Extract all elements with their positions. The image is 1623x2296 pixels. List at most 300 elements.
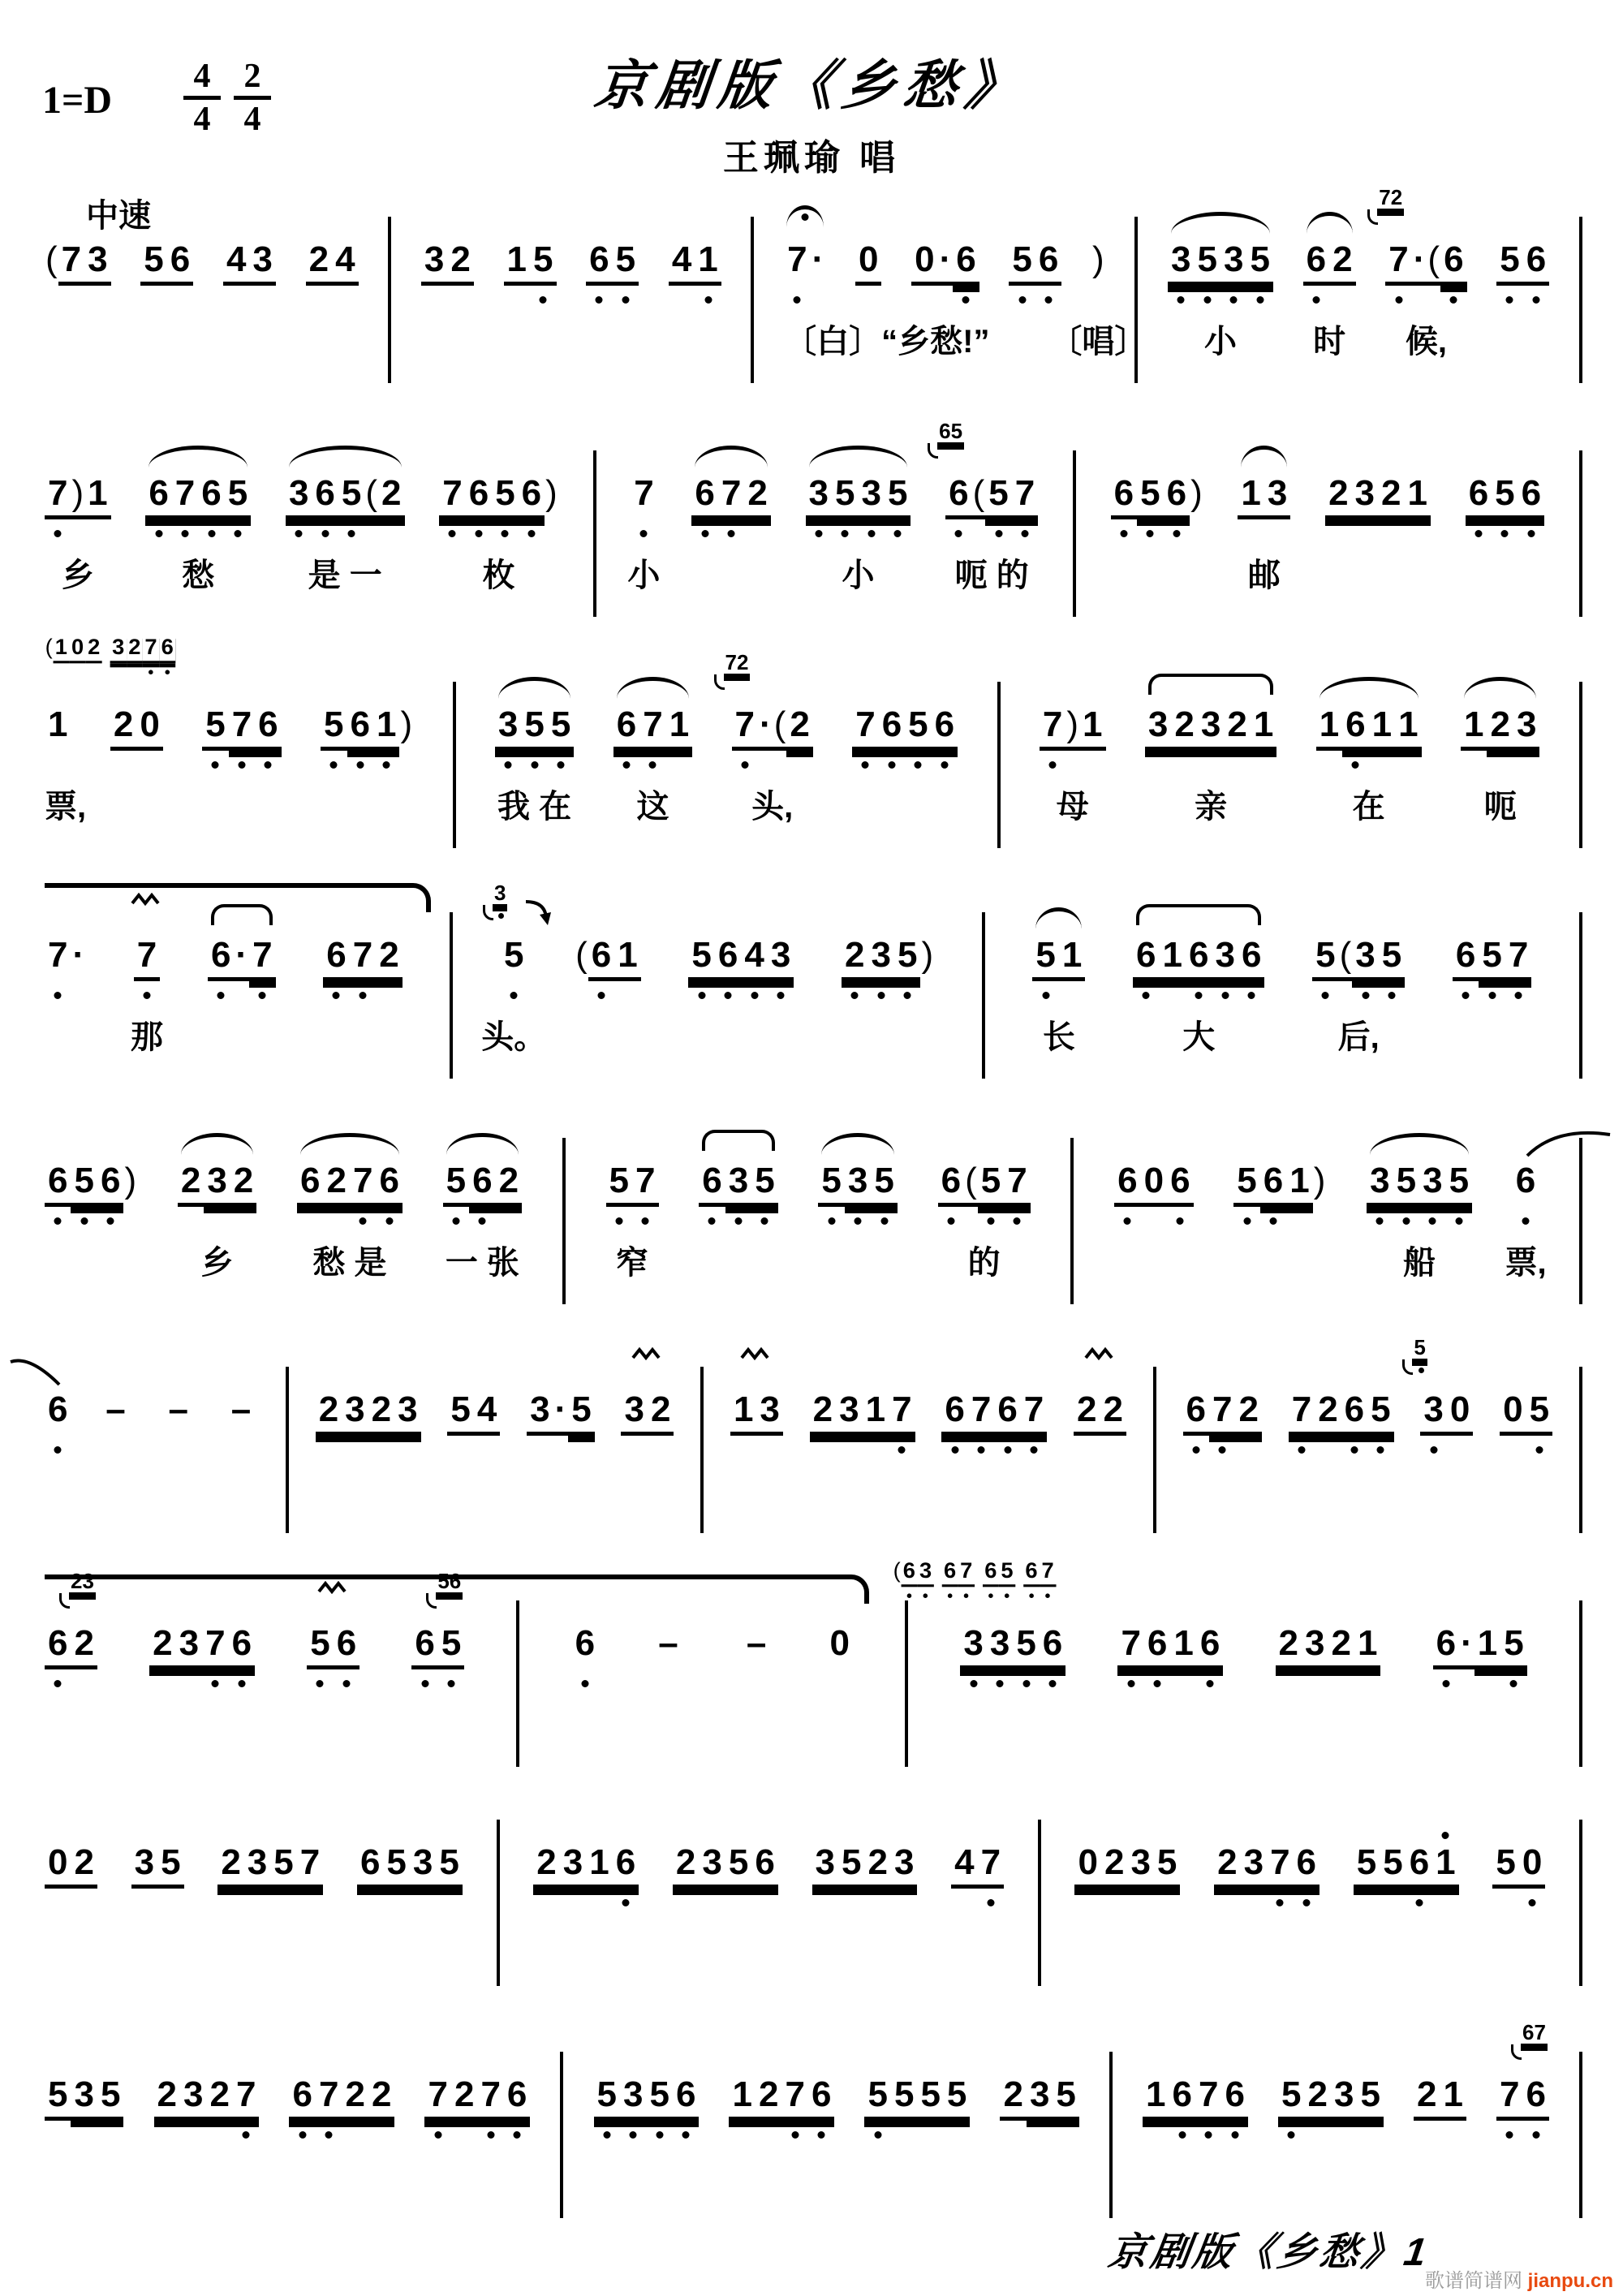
lyric: 〔唱〕 xyxy=(1049,324,1147,360)
note: 5 xyxy=(613,239,639,286)
note: 5 xyxy=(202,704,228,751)
note: 3 xyxy=(286,473,312,519)
note-group xyxy=(650,1623,686,1665)
grace-octave-dot xyxy=(498,913,504,919)
note: 1 xyxy=(504,239,530,286)
watermark xyxy=(1425,2264,1613,2293)
note: 5 xyxy=(1195,239,1220,286)
note: · xyxy=(812,239,824,279)
note: 3 xyxy=(176,1623,202,1669)
note: 5 xyxy=(725,1842,751,1889)
slur-arc xyxy=(821,1133,893,1155)
note-group xyxy=(140,239,193,286)
note-group xyxy=(45,1389,71,1432)
note: 1 xyxy=(614,935,640,981)
note: 1 xyxy=(1461,704,1487,751)
note: 3 xyxy=(1145,704,1171,751)
note-group xyxy=(110,704,163,751)
note: 7 xyxy=(143,635,159,663)
note: 6 xyxy=(519,473,545,519)
grace-notes: 23 xyxy=(71,1569,94,1593)
note: 5 xyxy=(864,2074,890,2121)
note: 5 xyxy=(1233,1161,1259,1207)
note: 2 xyxy=(744,473,770,519)
slur-arc xyxy=(289,446,402,467)
note-group xyxy=(691,473,770,519)
note-group xyxy=(411,1569,464,1669)
note: 1 xyxy=(48,704,68,744)
note: 3 xyxy=(421,239,447,286)
note: 5 xyxy=(1479,935,1505,981)
note: 6 xyxy=(289,2074,315,2121)
note: 0 xyxy=(911,239,937,286)
note: 6 xyxy=(1023,1558,1040,1587)
barline xyxy=(982,912,985,1079)
grace-notes: 56 xyxy=(437,1569,462,1593)
note: 5 xyxy=(307,1623,333,1669)
note: 7 xyxy=(45,473,71,519)
note: 6 xyxy=(1260,1161,1286,1207)
note-group xyxy=(1433,1623,1527,1669)
note: 7 xyxy=(852,704,878,751)
note: 5 xyxy=(891,2074,917,2121)
note: 6 xyxy=(1040,1623,1065,1669)
note: 5 xyxy=(1053,2074,1078,2121)
note: 3 xyxy=(1352,935,1378,981)
note: 6 xyxy=(1169,2074,1195,2121)
note: 3 xyxy=(1264,473,1290,519)
note: 6 xyxy=(208,935,234,981)
note: 7 xyxy=(1209,1389,1235,1436)
barline xyxy=(1579,682,1582,848)
music-system-5 xyxy=(45,1161,1582,1281)
note-group xyxy=(316,1389,421,1436)
note: 5 xyxy=(1278,2074,1304,2121)
note: 5 xyxy=(45,2074,71,2121)
note-group xyxy=(149,1623,255,1669)
note: 6 xyxy=(504,2074,530,2121)
note: 2 xyxy=(810,1389,836,1436)
note: 6 xyxy=(1144,1623,1170,1669)
note: 2 xyxy=(1000,2074,1026,2121)
note: 6 xyxy=(145,473,171,519)
note: 2 xyxy=(342,2074,368,2121)
note: 1 xyxy=(1354,1623,1380,1669)
note: 3 xyxy=(858,473,884,519)
song-title: 京剧版《乡愁》 xyxy=(592,55,1031,115)
grace-figure-line xyxy=(45,635,175,663)
note: 2 xyxy=(447,239,473,286)
note: 5 xyxy=(438,1623,464,1669)
note: 1 xyxy=(84,473,110,519)
note: 6 xyxy=(1183,1389,1209,1436)
note-group xyxy=(45,1569,97,1669)
slur-arc xyxy=(181,1133,253,1155)
note-group xyxy=(1009,239,1061,286)
watermark-site: 歌谱简谱网 xyxy=(1424,2270,1528,2292)
note: 5 xyxy=(1312,935,1338,981)
note: 5 xyxy=(321,704,347,751)
note: 5 xyxy=(832,473,858,519)
barline xyxy=(997,682,1001,848)
mordent-icon xyxy=(317,1581,350,1594)
note-group xyxy=(45,2074,123,2121)
note: 2 xyxy=(178,1161,204,1207)
note-group xyxy=(725,650,813,825)
note: 2 xyxy=(756,2074,781,2121)
note: 6 xyxy=(347,704,373,751)
note: 3 xyxy=(768,935,794,981)
note: 3 xyxy=(342,1389,368,1436)
key-signature: 1=D xyxy=(42,79,113,122)
slur-bracket xyxy=(1136,904,1261,925)
note-group xyxy=(938,1161,1031,1281)
barline xyxy=(700,1367,704,1533)
note: 3 xyxy=(1168,239,1194,286)
mordent-icon xyxy=(740,1347,773,1360)
note: 6 xyxy=(588,935,614,981)
note: 3 xyxy=(1331,2074,1357,2121)
note: 2 xyxy=(648,1389,674,1436)
note: 1 xyxy=(1405,473,1431,519)
note-group xyxy=(1117,1623,1223,1669)
note: 3 xyxy=(495,704,521,751)
note: 5 xyxy=(97,2074,123,2121)
note-group xyxy=(223,1389,259,1432)
note-group xyxy=(1133,935,1264,1055)
note: 6 xyxy=(613,1842,639,1889)
note: 3 xyxy=(244,1842,270,1889)
note: 1 xyxy=(729,2074,755,2121)
barline xyxy=(388,217,391,383)
lyric: 时 xyxy=(1313,324,1346,360)
lyric: 后, xyxy=(1337,1019,1380,1055)
note: 5 xyxy=(447,1389,473,1436)
note: 3 xyxy=(71,2074,97,2121)
note: 5 xyxy=(1137,473,1163,519)
note: 7 xyxy=(249,935,275,981)
note: 5 xyxy=(1009,239,1035,286)
slur-arc xyxy=(149,446,248,467)
note: 6 xyxy=(323,935,349,981)
lyric: 票, xyxy=(45,789,87,825)
grace-notes: 72 xyxy=(1379,185,1403,209)
note-group xyxy=(1414,1335,1473,1436)
note-group xyxy=(45,239,111,286)
note: 3 xyxy=(204,1161,230,1207)
note: · xyxy=(758,704,773,751)
note: 1 xyxy=(1369,704,1395,751)
note-group xyxy=(533,1842,639,1889)
note: 0 xyxy=(1074,1842,1100,1889)
note: 6 xyxy=(1303,239,1329,286)
note: 2 xyxy=(1315,1389,1341,1436)
barline xyxy=(1579,1820,1582,1986)
barline xyxy=(1038,1820,1041,1986)
note-group xyxy=(443,1161,522,1281)
note-group xyxy=(1303,239,1356,360)
note-group xyxy=(673,1842,778,1889)
note: 6 xyxy=(901,1558,917,1587)
note: 7 xyxy=(477,2074,503,2121)
note: – xyxy=(746,1623,767,1663)
note: 7 xyxy=(1505,935,1531,981)
note: ) xyxy=(1190,473,1203,513)
note: 0 xyxy=(1519,1842,1545,1889)
note: 6 xyxy=(1433,1623,1459,1669)
note-group xyxy=(1492,1842,1545,1889)
barline xyxy=(751,217,754,383)
barline xyxy=(516,1600,519,1767)
note: 7 xyxy=(233,2074,259,2121)
note: 7 xyxy=(1021,1389,1047,1436)
note: 1 xyxy=(1474,1623,1500,1669)
note: ( xyxy=(1339,935,1353,981)
barline xyxy=(286,1367,289,1533)
note: 2 xyxy=(154,2074,180,2121)
slur-arc xyxy=(617,677,689,699)
barline xyxy=(1579,1138,1582,1304)
note: 5 xyxy=(1013,1623,1039,1669)
note-group xyxy=(627,473,661,593)
slur-arc xyxy=(1035,907,1082,929)
note-group xyxy=(306,239,359,286)
note: 6 xyxy=(673,2074,699,2121)
note-group xyxy=(939,419,1038,593)
note: 6 xyxy=(751,1842,777,1889)
note-group xyxy=(1074,1842,1180,1889)
lyric: 长 xyxy=(1042,1019,1075,1055)
note: 3 xyxy=(84,239,110,286)
note: 3 xyxy=(1302,1623,1328,1669)
note: 3 xyxy=(1352,473,1378,519)
grace-notes: 67 xyxy=(1522,2020,1546,2044)
note: 3 xyxy=(131,1842,157,1889)
fermata-icon xyxy=(786,205,824,227)
note: 0 xyxy=(829,1623,850,1663)
note-group xyxy=(154,2074,260,2121)
note-group xyxy=(160,1389,196,1432)
note: ) xyxy=(124,1161,137,1200)
note: 5 xyxy=(978,1161,1004,1207)
slur-arc xyxy=(1370,1133,1469,1155)
slur-arc xyxy=(1307,212,1353,234)
note: 0 xyxy=(136,704,162,751)
note: 5 xyxy=(1367,1389,1393,1436)
note: 2 xyxy=(316,1389,342,1436)
note-group xyxy=(202,704,281,751)
note: 6 xyxy=(1513,1161,1539,1203)
slur-arc xyxy=(695,446,767,467)
note-group xyxy=(421,239,474,286)
note: – xyxy=(168,1389,188,1429)
note: 2 xyxy=(1235,1389,1261,1436)
note: 5 xyxy=(885,473,911,519)
note: 5 xyxy=(1379,935,1405,981)
note: ) xyxy=(71,473,84,519)
barline xyxy=(1579,217,1582,383)
note: 2 xyxy=(217,1842,243,1889)
note-group xyxy=(1143,2074,1248,2121)
note-group xyxy=(307,1623,359,1669)
note: 5 xyxy=(270,1842,296,1889)
note: 6 xyxy=(167,239,193,286)
note: 2 xyxy=(368,1389,394,1436)
note: 2 xyxy=(1224,704,1250,751)
barline xyxy=(1579,1600,1582,1767)
note: 7 xyxy=(134,935,160,981)
note: 7 xyxy=(316,2074,342,2121)
note-group xyxy=(1289,1389,1394,1436)
note: 7 xyxy=(1040,1558,1056,1587)
tempo-marking: 中速 xyxy=(86,198,151,234)
note-group xyxy=(131,1842,184,1889)
slur-arc xyxy=(809,446,908,467)
note: 1 xyxy=(1170,1623,1196,1669)
note: 1 xyxy=(695,239,721,286)
note: 1 xyxy=(1160,935,1186,981)
note: 3 xyxy=(527,1389,553,1436)
note: – xyxy=(658,1623,678,1663)
note-group xyxy=(289,2074,394,2121)
note: 3 xyxy=(1212,935,1238,981)
note-group xyxy=(208,935,276,981)
note-group xyxy=(1496,2020,1549,2121)
downslide-arrow-icon xyxy=(523,899,553,927)
note-group xyxy=(1111,473,1203,519)
slur-arc xyxy=(1171,212,1270,234)
note: 1 xyxy=(1316,704,1342,751)
note: 6 xyxy=(994,1389,1020,1436)
note: 6 xyxy=(198,473,224,519)
note-group xyxy=(827,1623,853,1665)
note: 2 xyxy=(673,1842,699,1889)
note: 4 xyxy=(669,239,695,286)
note: 6 xyxy=(808,2074,834,2121)
note: 2 xyxy=(127,635,143,663)
note: 5 xyxy=(1446,1161,1472,1207)
note: 3 xyxy=(1027,2074,1053,2121)
barline xyxy=(1579,912,1582,1079)
note-group xyxy=(481,881,547,1055)
music-system-3 xyxy=(45,635,1582,825)
slur-arc xyxy=(498,677,570,699)
grace-notes: 65 xyxy=(939,419,963,443)
note: – xyxy=(230,1389,252,1429)
note-group xyxy=(1379,185,1466,360)
note: 4 xyxy=(951,1842,977,1889)
note-group xyxy=(217,1842,323,1889)
note: 6 xyxy=(613,704,639,751)
note: 2 xyxy=(376,935,402,981)
note: 2 xyxy=(110,704,136,751)
note-group xyxy=(1354,1842,1459,1889)
lyric: 这 xyxy=(636,789,669,825)
note: 5 xyxy=(1380,1842,1406,1889)
note: 7 xyxy=(1040,704,1065,751)
note: 5 xyxy=(521,704,547,751)
note: · xyxy=(1459,1623,1474,1669)
note: 2 xyxy=(323,1161,349,1207)
note-group xyxy=(1414,2074,1466,2121)
note-group xyxy=(688,935,794,981)
slur-arc xyxy=(1319,677,1419,699)
note: 1 xyxy=(586,1842,612,1889)
note: 6 xyxy=(45,1161,71,1207)
note: 5 xyxy=(606,1161,632,1207)
note-group xyxy=(45,935,86,977)
note-group xyxy=(45,1161,137,1207)
note: 6 xyxy=(1164,473,1190,519)
note: 7 xyxy=(631,473,657,515)
note: ) xyxy=(1065,704,1079,751)
note: 3 xyxy=(394,1389,420,1436)
note-group xyxy=(572,1623,598,1665)
note-group xyxy=(586,239,639,286)
barline xyxy=(905,1600,908,1767)
music-system-9 xyxy=(45,2020,1582,2123)
note: 6 xyxy=(1111,473,1137,519)
note: 6 xyxy=(159,635,175,663)
note: 1 xyxy=(53,635,69,663)
note: 5 xyxy=(225,473,251,519)
note: 7 xyxy=(1496,2074,1522,2121)
note-group xyxy=(1023,1558,1056,1587)
note-group xyxy=(1049,239,1147,360)
note: · xyxy=(1412,239,1427,286)
note: 6 xyxy=(1035,239,1061,286)
note: 5 xyxy=(594,2074,620,2121)
note: 2 xyxy=(149,1623,175,1669)
watermark-domain: jianpu.cn xyxy=(1527,2270,1613,2292)
note: 5 xyxy=(838,1842,864,1889)
note: ) xyxy=(400,704,413,744)
note: 4 xyxy=(332,239,358,286)
note: 4 xyxy=(741,935,767,981)
barline xyxy=(1579,450,1582,617)
slur-bracket xyxy=(211,904,273,925)
note-group xyxy=(321,704,413,751)
lyric: 我 在 xyxy=(497,789,572,825)
note: ( xyxy=(45,239,58,279)
note-group xyxy=(1074,1389,1126,1436)
note: 7 xyxy=(297,1842,323,1889)
note: 3 xyxy=(110,635,127,663)
lyric: 小 xyxy=(842,558,875,593)
note: ) xyxy=(1313,1161,1326,1200)
note: 2 xyxy=(306,239,332,286)
note: ( xyxy=(575,935,588,975)
note-group xyxy=(1316,704,1422,825)
note: 6 xyxy=(1186,935,1212,981)
note-group xyxy=(1183,1389,1262,1436)
note: 6 xyxy=(715,935,741,981)
note-group xyxy=(806,473,911,593)
note: 2 xyxy=(368,2074,394,2121)
note: 4 xyxy=(223,239,249,286)
note: 1 xyxy=(730,1389,756,1436)
note: 5 xyxy=(1354,1842,1380,1889)
note: 7 xyxy=(172,473,198,519)
note-group xyxy=(812,1842,918,1889)
barline xyxy=(450,912,453,1079)
note: 6 xyxy=(1133,935,1159,981)
note: 6 xyxy=(1294,1842,1319,1889)
note-group xyxy=(1461,704,1539,825)
note: 2 xyxy=(1171,704,1197,751)
note: ) xyxy=(545,473,558,513)
note: 7 xyxy=(45,935,71,977)
